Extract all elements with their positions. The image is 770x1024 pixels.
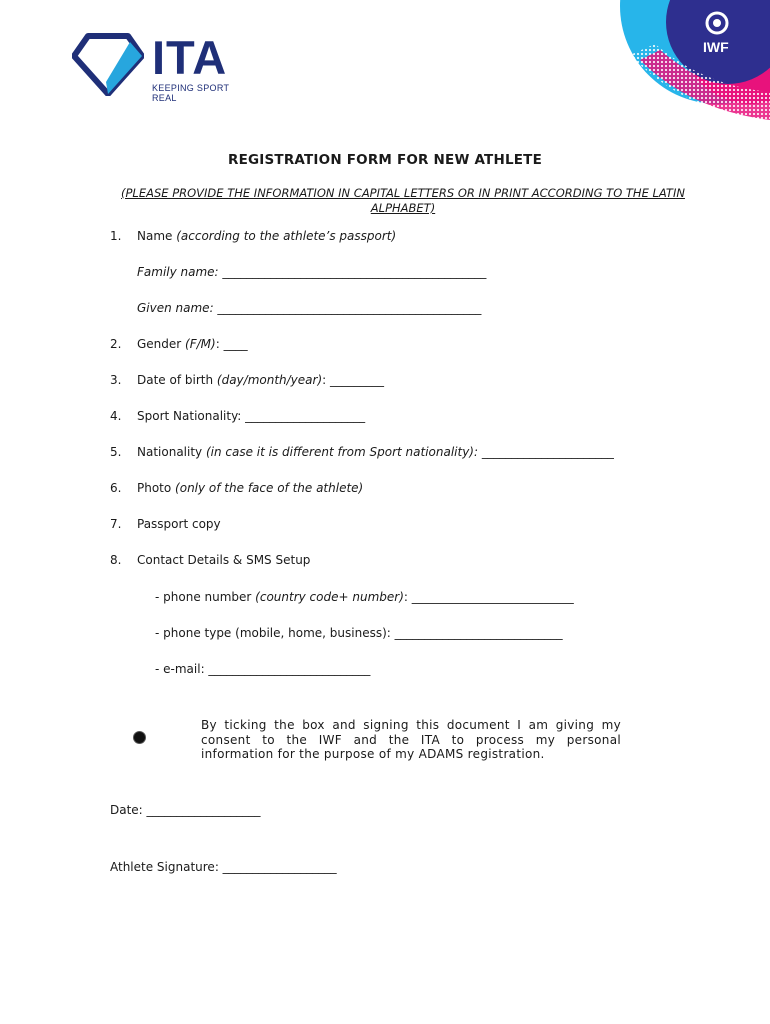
item-1-hint: (according to the athlete’s passport)	[176, 229, 397, 243]
item-7-number: 7.	[110, 517, 122, 531]
given-name-field[interactable]: Given name: ____________________________________________	[137, 301, 482, 315]
item-4-number: 4.	[110, 409, 122, 423]
item-5-hint: (in case it is different from Sport nationality):	[205, 445, 479, 459]
item-2-hint: (F/M)	[185, 337, 216, 351]
date-field[interactable]: Date: ___________________	[110, 803, 261, 817]
item-6-number: 6.	[110, 481, 122, 495]
item-2-label: Gender	[137, 337, 186, 351]
iwf-logo	[600, 0, 770, 122]
date-of-birth-field[interactable]	[137, 373, 384, 387]
item-5-label: Nationality	[137, 445, 206, 459]
item-6-hint: (only of the face of the athlete)	[175, 481, 364, 495]
item-5-number: 5.	[110, 445, 122, 459]
item-6-label: Photo	[137, 481, 176, 495]
item-3-hint: (day/month/year)	[216, 373, 323, 387]
email-field[interactable]: - e-mail: ___________________________	[155, 662, 371, 676]
ita-wordmark: ITA	[152, 31, 228, 84]
item-3-suffix: : _________	[322, 373, 384, 387]
consent-text: By ticking the box and signing this document I am giving my consent to the IWF and the ITA to process my personal information for the purpose of my ADAMS registration.	[201, 718, 621, 761]
gender-field[interactable]	[137, 337, 248, 351]
iwf-graphic-icon	[600, 0, 770, 122]
sport-nationality-field[interactable]: Sport Nationality: ____________________	[137, 409, 366, 423]
item-1-name	[137, 229, 396, 243]
item-2-suffix: : ____	[215, 337, 248, 351]
form-instructions: (PLEASE PROVIDE THE INFORMATION IN CAPITAL LETTERS OR IN PRINT ACCORDING TO THE LATIN ALPHABET)	[121, 186, 685, 215]
item-8-number: 8.	[110, 553, 122, 567]
ita-logo	[72, 31, 252, 103]
phone-number-field[interactable]	[155, 590, 574, 604]
phone-type-field[interactable]: - phone type (mobile, home, business): ____________________________	[155, 626, 563, 640]
item-5-suffix: ______________________	[478, 445, 614, 459]
item-3-label: Date of birth	[137, 373, 217, 387]
athlete-signature-field[interactable]: Athlete Signature: ___________________	[110, 860, 337, 874]
photo-item	[137, 481, 363, 495]
ita-shield-icon	[72, 32, 144, 96]
contact-details-heading: Contact Details & SMS Setup	[137, 553, 311, 567]
family-name-field[interactable]: Family name: ____________________________________________	[137, 265, 487, 279]
consent-checkbox[interactable]	[133, 731, 146, 744]
item-1-number: 1.	[110, 229, 122, 243]
nationality-field[interactable]	[137, 445, 614, 459]
item-1-label: Name	[137, 229, 177, 243]
ita-tagline: KEEPING SPORT REAL	[152, 83, 230, 103]
phone-number-suffix: : ___________________________	[403, 590, 574, 604]
form-title: REGISTRATION FORM FOR NEW ATHLETE	[227, 152, 543, 168]
item-3-number: 3.	[110, 373, 122, 387]
phone-number-label: - phone number	[155, 590, 256, 604]
item-2-number: 2.	[110, 337, 122, 351]
passport-copy-item: Passport copy	[137, 517, 221, 531]
iwf-wordmark: IWF	[703, 39, 729, 55]
phone-number-hint: (country code+ number)	[255, 590, 404, 604]
